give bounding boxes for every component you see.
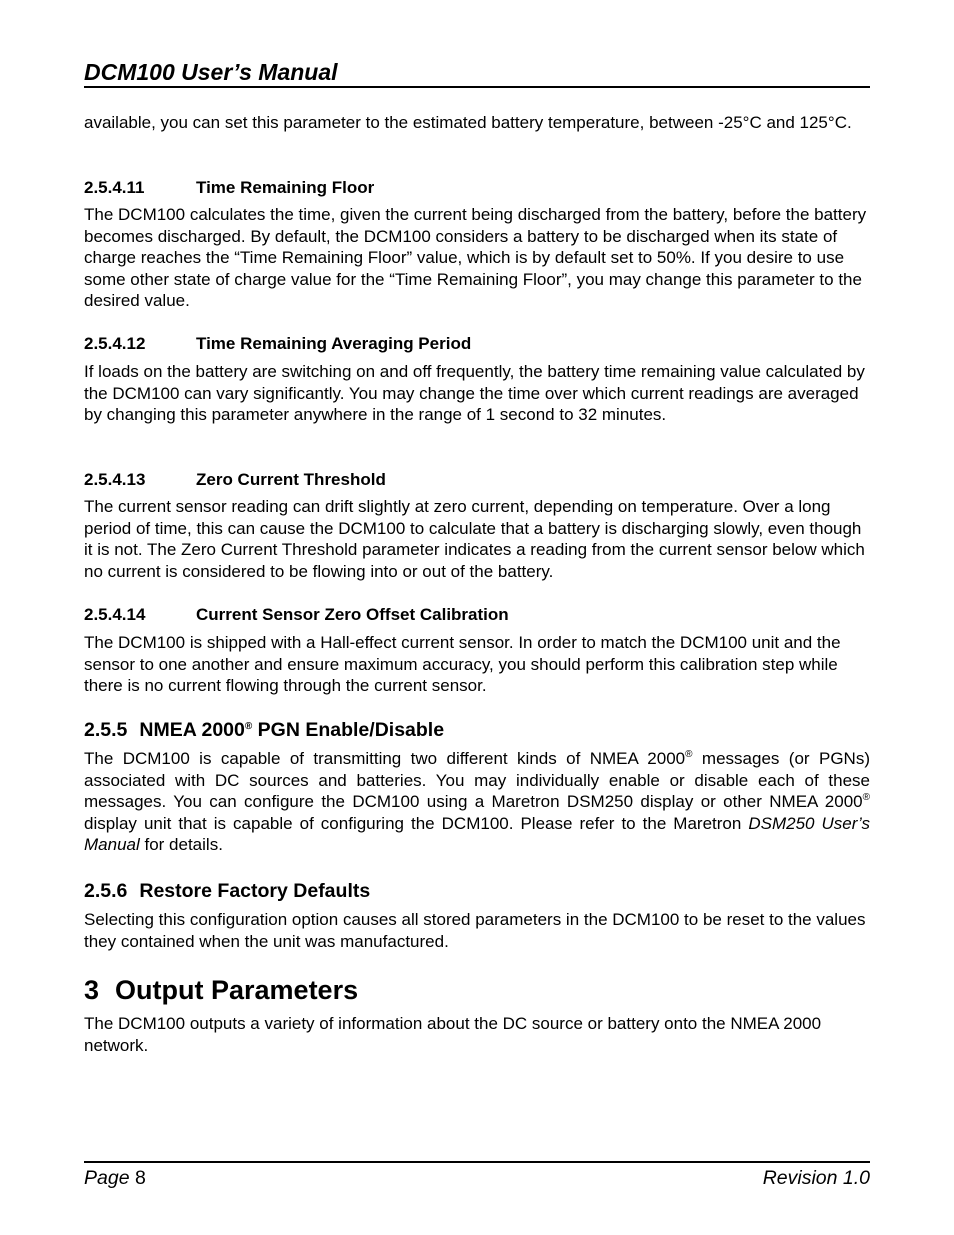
page-footer	[84, 1161, 870, 1193]
intro-paragraph: available, you can set this parameter to the estimated battery temperature, between -25°C and 125°C.	[84, 113, 852, 132]
body-3: The DCM100 outputs a variety of information about the DC source or battery onto the NMEA 2000 network.	[84, 1014, 822, 1055]
heading-2-5-5: 2.5.5 NMEA 2000® PGN Enable/Disable	[84, 719, 445, 741]
revision-label: Revision 1.0	[762, 1167, 870, 1189]
manual-reference: DSM250 User’s Manual	[84, 813, 870, 855]
document-page	[84, 0, 870, 1235]
heading-2-5-4-14: 2.5.4.14 Current Sensor Zero Offset Calibration	[84, 605, 509, 624]
heading-2-5-4-13: 2.5.4.13 Zero Current Threshold	[84, 470, 386, 489]
heading-2-5-4-11: 2.5.4.11 Time Remaining Floor	[84, 178, 375, 197]
body-2-5-6: Selecting this configuration option causes all stored parameters in the DCM100 to be reset to the values they contained when the unit was manufactured.	[84, 910, 866, 951]
heading-2-5-6: 2.5.6 Restore Factory Defaults	[84, 880, 371, 902]
heading-2-5-4-12: 2.5.4.12 Time Remaining Averaging Period	[84, 334, 472, 353]
body-2-5-4-13: The current sensor reading can drift slightly at zero current, depending on temperature. Over a long period of time, this can cause the DCM100 to calculate that a battery is discharging slowly, even though it is not. The Zero Current Threshold parameter indicates a reading from the current sensor below which no current is considered to be flowing into or out of the battery.	[84, 497, 865, 581]
body-2-5-4-14: The DCM100 is shipped with a Hall-effect current sensor. In order to match the DCM100 unit and the sensor to one another and ensure maximum accuracy, you should perform this calibration step while there is no current flowing through the current sensor.	[84, 633, 841, 696]
manual-title: DCM100 User’s Manual	[84, 59, 338, 85]
body-2-5-4-12: If loads on the battery are switching on and off frequently, the battery time remaining value calculated by the DCM100 can vary significantly. You may change the time over which current readings are averaged by changing this parameter anywhere in the range of 1 second to 32 minutes.	[84, 362, 865, 425]
heading-3: 3 Output Parameters	[84, 975, 359, 1005]
page-header	[84, 59, 870, 88]
page-number: Page 8	[84, 1167, 146, 1189]
body-2-5-5: The DCM100 is capable of transmitting two different kinds of NMEA 2000® messages (or PGNs) associated with DC sources and batteries. You may individually enable or disable each of these messages. You can configure the DCM100 using a Maretron DSM250 display or other NMEA 2000® display unit that is capable of configuring the DCM100. Please refer to the Maretron DSM250 User’s Manual for details.	[84, 749, 870, 855]
registered-mark: ®	[244, 721, 253, 732]
body-2-5-4-11: The DCM100 calculates the time, given the current being discharged from the battery, before the battery becomes discharged. By default, the DCM100 considers a battery to be discharged when its state of charge reaches the “Time Remaining Floor” value, which is by default set to 50%. If you desire to use some other state of charge value for the “Time Remaining Floor”, you may change this parameter to the desired value.	[84, 205, 867, 311]
